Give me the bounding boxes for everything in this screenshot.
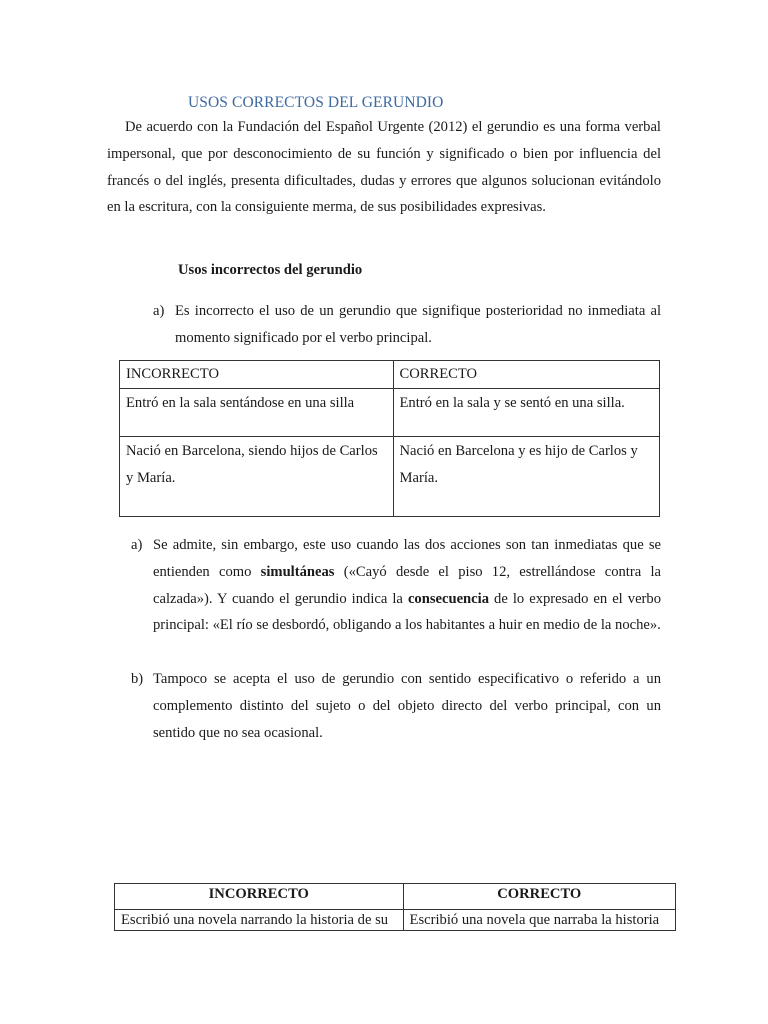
section-subtitle: Usos incorrectos del gerundio — [178, 262, 363, 278]
table-header-row — [120, 361, 660, 389]
table-row — [115, 910, 676, 931]
table-header-row — [115, 884, 676, 910]
table-header-incorrecto: INCORRECTO — [120, 361, 394, 389]
table-cell: Entró en la sala sentándose en una silla — [120, 389, 394, 437]
table-cell: Nació en Barcelona y es hijo de Carlos y María. — [393, 437, 660, 517]
list-marker: a) — [131, 537, 143, 553]
examples-table-1 — [119, 360, 660, 517]
text-segment: («Cayó desde el piso 12, estrellándose contra la calzada»). Y cuando el gerundio indica la — [153, 563, 661, 607]
table-row — [120, 389, 660, 437]
intro-paragraph: De acuerdo con la Fundación del Español Urgente (2012) el gerundio es una forma verbal impersonal, que por desconocimiento de su función y significado o bien por influencia del francés o del inglés, presenta dificultades, dudas y errores que algunos solucionan evitándolo en la escritura, con la consiguiente merma, de sus posibilidades expresivas. — [107, 119, 661, 216]
bold-term: consecuencia — [407, 590, 490, 607]
text-segment: de lo expresado en el verbo principal: «El río se desbordó, obligando a los habitantes a huir en medio de la noche». — [153, 590, 661, 634]
list-item-text: Tampoco se acepta el uso de gerundio con sentido especificativo o referido a un complemento distinto del sujeto o del objeto directo del verbo principal, con un sentido que no sea ocasional. — [153, 671, 661, 741]
table-cell: Escribió una novela narrando la historia de su — [115, 910, 404, 931]
table-header-incorrecto: INCORRECTO — [115, 884, 404, 910]
table-cell: Escribió una novela que narraba la historia — [403, 910, 675, 931]
list-item-a-first — [153, 298, 661, 354]
list-item-text — [153, 532, 661, 639]
table-cell: Nació en Barcelona, siendo hijos de Carlos y María. — [120, 437, 394, 517]
list-item-b — [131, 666, 661, 748]
list-item-a-second — [131, 532, 661, 668]
examples-table-2 — [114, 883, 676, 931]
text-segment: Se admite, sin embargo, este uso cuando las dos acciones son tan inmediatas que se entienden como — [153, 537, 661, 580]
table-cell: Entró en la sala y se sentó en una silla. — [393, 389, 660, 437]
bold-term: simultáneas — [260, 563, 335, 580]
table-header-correcto: CORRECTO — [403, 884, 675, 910]
list-marker: a) — [153, 303, 165, 319]
table-row — [120, 437, 660, 517]
table-header-correcto: CORRECTO — [393, 361, 660, 389]
list-marker: b) — [131, 671, 144, 687]
list-item-text: Es incorrecto el uso de un gerundio que signifique posterioridad no inmediata al momento significado por el verbo principal. — [175, 303, 661, 346]
page-title: USOS CORRECTOS DEL GERUNDIO — [188, 94, 444, 111]
